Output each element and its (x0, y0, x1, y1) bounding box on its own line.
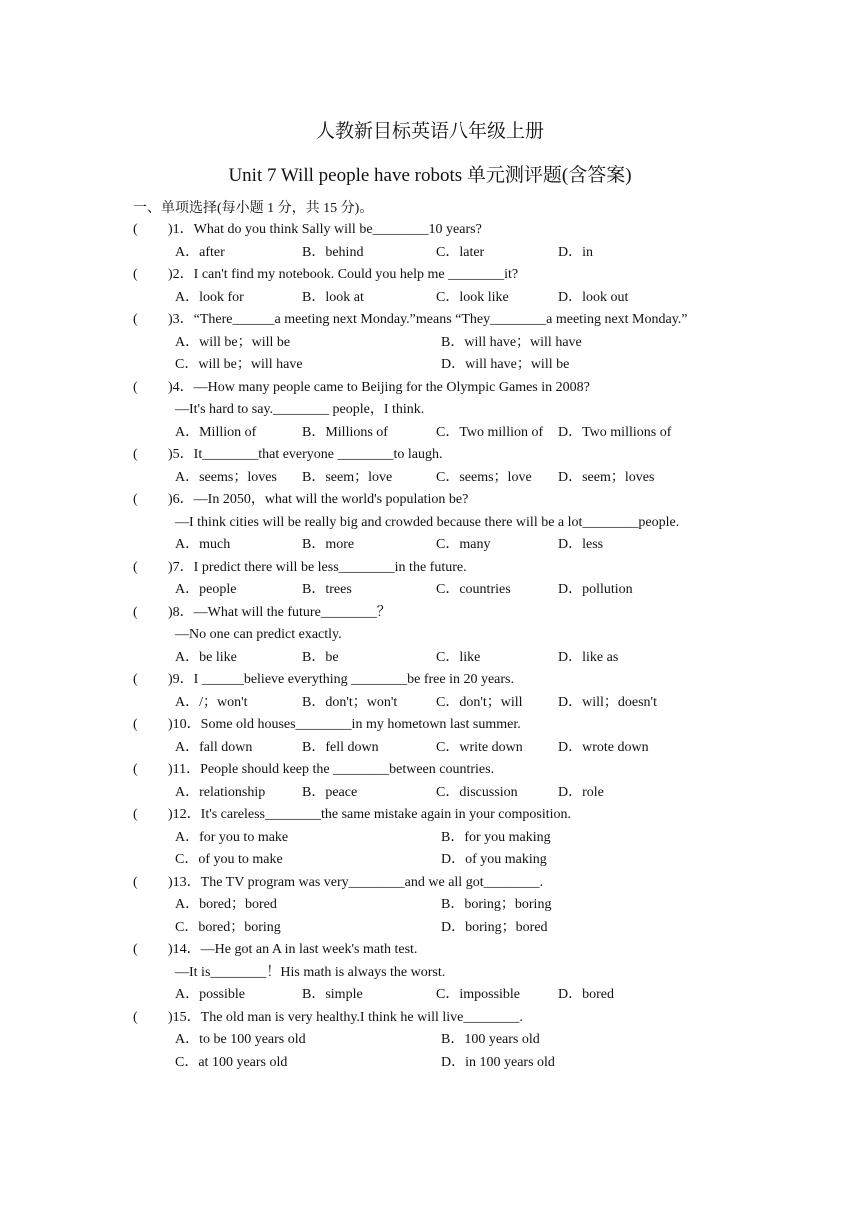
question-item (0, 759, 860, 804)
question-item (0, 872, 860, 940)
option-choice[interactable]: A．look for (175, 289, 244, 305)
question-item (0, 557, 860, 602)
option-choice[interactable]: B．boring；boring (441, 897, 552, 912)
option-choice[interactable]: A．relationship (175, 784, 266, 800)
answer-bracket[interactable]: ( (133, 762, 138, 777)
option-choice[interactable]: A．people (175, 582, 237, 597)
option-choice[interactable]: B．more (302, 537, 355, 552)
option-choice[interactable]: D．role (558, 784, 604, 800)
option-choice[interactable]: A．will be；will be (175, 334, 291, 350)
option-choice[interactable]: B．for you making (441, 829, 551, 845)
option-choice[interactable]: B．100 years old (441, 1032, 540, 1047)
options-row (0, 984, 860, 1007)
question-item (0, 804, 860, 872)
question-text: )14．—He got an A in last week's math test. (168, 942, 418, 957)
question-text: )3．“There______a meeting next Monday.”means “They________a meeting next Monday.” (168, 312, 688, 327)
options-row (0, 692, 860, 715)
question-item (0, 264, 860, 309)
option-choice[interactable]: C．impossible (436, 987, 521, 1002)
option-choice[interactable]: B．seem；love (302, 469, 393, 485)
option-choice[interactable]: C．countries (436, 582, 511, 597)
option-choice[interactable]: C．many (436, 537, 491, 552)
options-row (0, 422, 860, 445)
document-subtitle: Unit 7 Will people have robots 单元测评题(含答案) (228, 165, 632, 186)
question-continuation (0, 624, 860, 647)
option-choice[interactable]: D．look out (558, 289, 629, 305)
option-choice[interactable]: B．will have；will have (441, 334, 582, 350)
question-continuation (0, 512, 860, 535)
question-text: )9．I ______believe everything ________be free in 20 years. (168, 672, 515, 687)
options-row (0, 534, 860, 557)
question-continuation (0, 399, 860, 422)
question-item (0, 219, 860, 264)
answer-bracket[interactable]: ( (133, 874, 138, 890)
options-row (0, 242, 860, 265)
option-choice[interactable]: D．in (558, 244, 593, 260)
dialogue-line: —It's hard to say.________ people，I think. (175, 402, 425, 417)
question-line (0, 714, 860, 737)
option-choice[interactable]: A．for you to make (175, 829, 289, 845)
question-text: )4．—How many people came to Beijing for the Olympic Games in 2008? (168, 379, 590, 395)
question-list (0, 219, 860, 1074)
options-row (0, 1029, 860, 1052)
question-line (0, 489, 860, 512)
options-row (0, 287, 860, 310)
question-line (0, 939, 860, 962)
option-choice[interactable]: D．will；doesn't (558, 694, 657, 710)
option-choice[interactable]: B．trees (302, 582, 352, 597)
question-text: )15．The old man is very healthy.I think he will live________. (168, 1009, 523, 1025)
question-item (0, 444, 860, 489)
option-choice[interactable]: A．after (175, 244, 225, 260)
section-heading: 一、单项选择(每小题 1 分，共 15 分)。 (133, 201, 374, 216)
option-choice[interactable]: A．/；won't (175, 694, 248, 710)
question-line (0, 444, 860, 467)
option-choice[interactable]: A．to be 100 years old (175, 1032, 306, 1047)
option-choice[interactable]: C．look like (436, 289, 509, 305)
answer-bracket[interactable]: ( (133, 807, 138, 822)
option-choice[interactable]: A．fall down (175, 739, 253, 755)
question-text: )12．It's careless________the same mistake again in your composition. (168, 807, 571, 822)
answer-bracket[interactable]: ( (133, 942, 138, 957)
option-choice[interactable]: B．don't；won't (302, 694, 398, 710)
option-choice[interactable]: C．write down (436, 739, 523, 755)
question-line (0, 804, 860, 827)
options-row (0, 917, 860, 940)
question-item (0, 377, 860, 445)
option-choice[interactable]: C．later (436, 244, 485, 260)
option-choice[interactable]: D．like as (558, 649, 619, 665)
question-line (0, 872, 860, 895)
option-choice[interactable]: B．behind (302, 244, 364, 260)
option-choice[interactable]: C．Two million of (436, 424, 544, 440)
question-text: )11．People should keep the ________between countries. (168, 762, 495, 777)
option-choice[interactable]: D．less (558, 537, 604, 552)
question-item (0, 714, 860, 759)
answer-bracket[interactable]: ( (133, 447, 138, 462)
question-text: )1．What do you think Sally will be________10 years? (168, 222, 482, 237)
option-choice[interactable]: D．of you making (441, 852, 547, 867)
option-choice[interactable]: C．discussion (436, 784, 518, 800)
options-row (0, 354, 860, 377)
option-choice[interactable]: D．bored (558, 987, 614, 1002)
option-choice[interactable]: D．will have；will be (441, 357, 570, 372)
options-row (0, 467, 860, 490)
option-choice[interactable]: A．much (175, 537, 231, 552)
option-choice[interactable]: D．seem；loves (558, 469, 655, 485)
option-choice[interactable]: B．Millions of (302, 424, 388, 440)
option-choice[interactable]: C．bored；boring (175, 919, 281, 935)
document-title: 人教新目标英语八年级上册 (315, 121, 544, 142)
question-text: )6．—In 2050，what will the world's population be? (168, 492, 469, 507)
answer-bracket[interactable]: ( (133, 379, 138, 395)
option-choice[interactable]: D．in 100 years old (441, 1054, 555, 1070)
question-text: )7．I predict there will be less________in the future. (168, 559, 467, 575)
option-choice[interactable]: B．look at (302, 289, 364, 305)
question-line (0, 309, 860, 332)
option-choice[interactable]: C．don't；will (436, 694, 523, 710)
question-line (0, 219, 860, 242)
question-line (0, 669, 860, 692)
options-row (0, 827, 860, 850)
answer-bracket[interactable]: ( (133, 604, 138, 620)
question-line (0, 759, 860, 782)
question-line (0, 602, 860, 625)
question-item (0, 669, 860, 714)
question-text: )8．—What will the future________？ (168, 604, 391, 620)
answer-bracket[interactable]: ( (133, 1009, 138, 1025)
options-row (0, 782, 860, 805)
option-choice[interactable]: C．at 100 years old (175, 1054, 288, 1070)
dialogue-line: —It is________！His math is always the worst. (175, 964, 446, 980)
option-choice[interactable]: B．simple (302, 987, 363, 1002)
option-choice[interactable]: A．possible (175, 987, 245, 1002)
question-item (0, 309, 860, 377)
answer-bracket[interactable]: ( (133, 559, 138, 575)
option-choice[interactable]: A．be like (175, 649, 237, 665)
question-item (0, 939, 860, 1007)
option-choice[interactable]: C．will be；will have (175, 357, 303, 372)
options-row (0, 332, 860, 355)
question-line (0, 377, 860, 400)
dialogue-line: —I think cities will be really big and crowded because there will be a lot________people. (175, 514, 680, 530)
option-choice[interactable]: A．seems；loves (175, 469, 277, 485)
dialogue-line: —No one can predict exactly. (175, 627, 342, 642)
option-choice[interactable]: A．bored；bored (175, 897, 277, 912)
answer-bracket[interactable]: ( (133, 222, 138, 237)
option-choice[interactable]: C．of you to make (175, 852, 283, 867)
answer-bracket[interactable]: ( (133, 717, 138, 732)
options-row (0, 579, 860, 602)
question-text: )2．I can't find my notebook. Could you help me ________it? (168, 267, 519, 282)
question-continuation (0, 962, 860, 985)
option-choice[interactable]: B．peace (302, 784, 358, 800)
question-item (0, 1007, 860, 1075)
option-choice[interactable]: D．pollution (558, 582, 633, 597)
option-choice[interactable]: B．fell down (302, 739, 379, 755)
answer-bracket[interactable]: ( (133, 312, 138, 327)
question-line (0, 1007, 860, 1030)
question-line (0, 557, 860, 580)
option-choice[interactable]: D．boring；bored (441, 919, 548, 935)
question-text: )13．The TV program was very________and we all got________. (168, 874, 544, 890)
question-item (0, 489, 860, 557)
question-item (0, 602, 860, 670)
options-row (0, 1052, 860, 1075)
question-text: )10．Some old houses________in my hometown last summer. (168, 717, 521, 732)
options-row (0, 849, 860, 872)
options-row (0, 737, 860, 760)
options-row (0, 894, 860, 917)
options-row (0, 647, 860, 670)
answer-bracket[interactable]: ( (133, 492, 138, 507)
question-text: )5．It________that everyone ________to laugh. (168, 447, 443, 462)
answer-bracket[interactable]: ( (133, 267, 138, 282)
option-choice[interactable]: C．seems；love (436, 469, 532, 485)
answer-bracket[interactable]: ( (133, 672, 138, 687)
question-line (0, 264, 860, 287)
option-choice[interactable]: C．like (436, 649, 481, 665)
option-choice[interactable]: A．Million of (175, 424, 257, 440)
option-choice[interactable]: D．wrote down (558, 739, 649, 755)
option-choice[interactable]: B．be (302, 649, 339, 665)
option-choice[interactable]: D．Two millions of (558, 424, 672, 440)
